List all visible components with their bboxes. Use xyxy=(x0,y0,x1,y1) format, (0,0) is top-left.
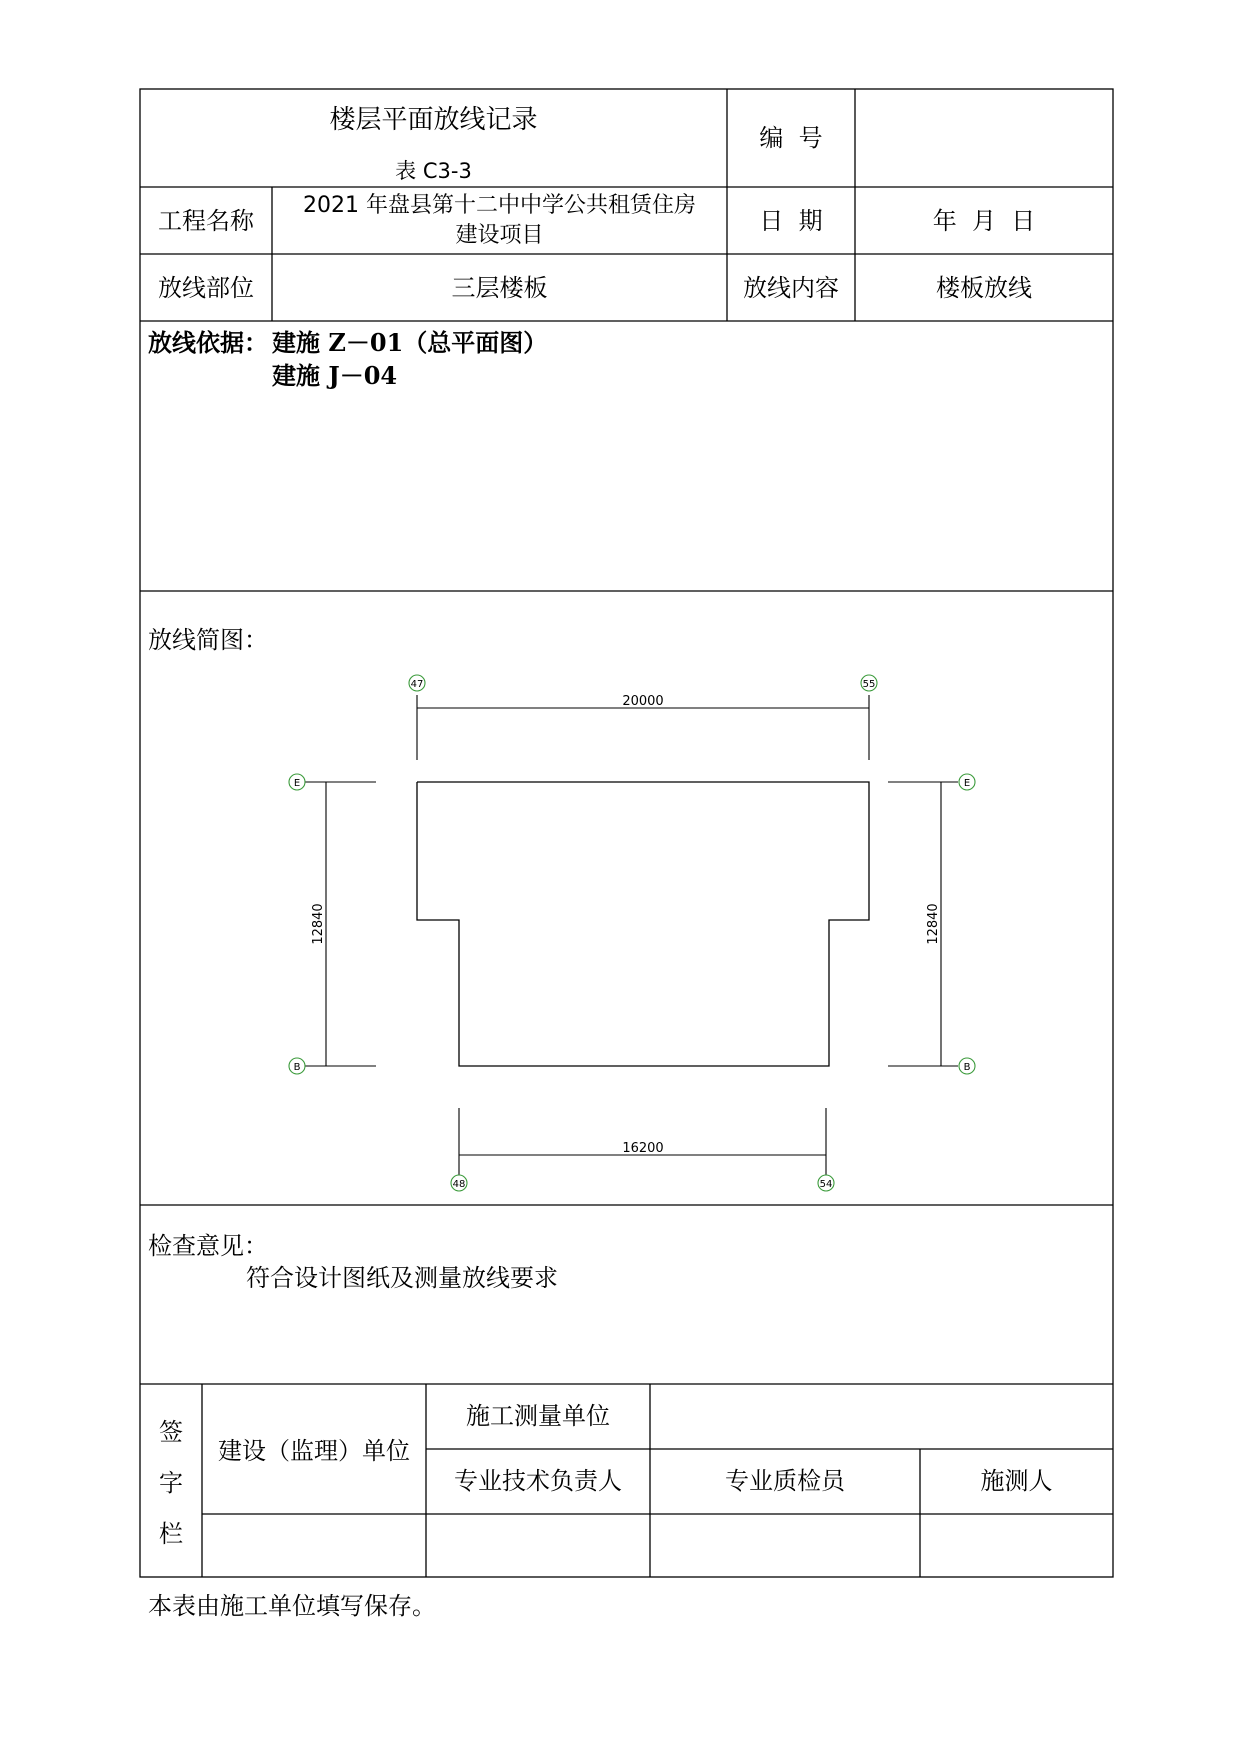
survey-unit-label: 施工测量单位 xyxy=(466,1402,610,1430)
date-value: 年 月 日 xyxy=(932,207,1036,235)
basis-label: 放线依据： xyxy=(148,328,268,357)
sketch-label: 放线简图： xyxy=(148,626,268,654)
date-label: 日 期 xyxy=(759,207,823,235)
signature-char-3: 栏 xyxy=(159,1520,183,1548)
part-label: 放线部位 xyxy=(158,274,254,302)
axis-label-B-left: B xyxy=(293,1062,301,1073)
axis-label-E-right: E xyxy=(963,778,971,789)
axis-label-48: 48 xyxy=(452,1179,466,1190)
signature-char-1: 签 xyxy=(159,1418,183,1446)
footer-note: 本表由施工单位填写保存。 xyxy=(148,1592,436,1620)
project-name-line2: 建设项目 xyxy=(455,223,544,248)
dimension-text-left: 12840 xyxy=(311,903,326,945)
axis-label-54: 54 xyxy=(819,1179,833,1190)
serial-label: 编 号 xyxy=(759,124,823,152)
axis-label-47: 47 xyxy=(410,679,424,690)
owner-label: 建设（监理）单位 xyxy=(218,1437,410,1465)
tech-lead-label: 专业技术负责人 xyxy=(454,1467,622,1495)
axis-label-B-right: B xyxy=(963,1062,971,1073)
basis-line1: 建施 Z－01（总平面图） xyxy=(272,328,548,357)
signature-char-2: 字 xyxy=(159,1469,183,1497)
surveyor-label: 施测人 xyxy=(980,1467,1053,1495)
dimension-text-right: 12840 xyxy=(926,903,941,945)
project-name-line1: 2021 年盘县第十二中中学公共租赁住房 xyxy=(303,193,696,218)
inspection-label: 检查意见： xyxy=(148,1232,268,1260)
dimension-text-top: 20000 xyxy=(622,694,664,709)
project-name-label: 工程名称 xyxy=(158,207,254,235)
inspection-text: 符合设计图纸及测量放线要求 xyxy=(246,1264,558,1292)
axis-label-55: 55 xyxy=(862,679,876,690)
axis-label-E-left: E xyxy=(293,778,301,789)
basis-line2: 建施 J－04 xyxy=(272,361,398,390)
content-value: 楼板放线 xyxy=(936,274,1032,302)
form-number: 表 C3-3 xyxy=(395,159,472,183)
qc-label: 专业质检员 xyxy=(725,1467,845,1495)
slab-outline xyxy=(417,782,869,1066)
form-title: 楼层平面放线记录 xyxy=(329,105,538,135)
part-value: 三层楼板 xyxy=(451,274,548,302)
content-label: 放线内容 xyxy=(743,274,839,302)
dimension-text-bottom: 16200 xyxy=(622,1141,664,1156)
